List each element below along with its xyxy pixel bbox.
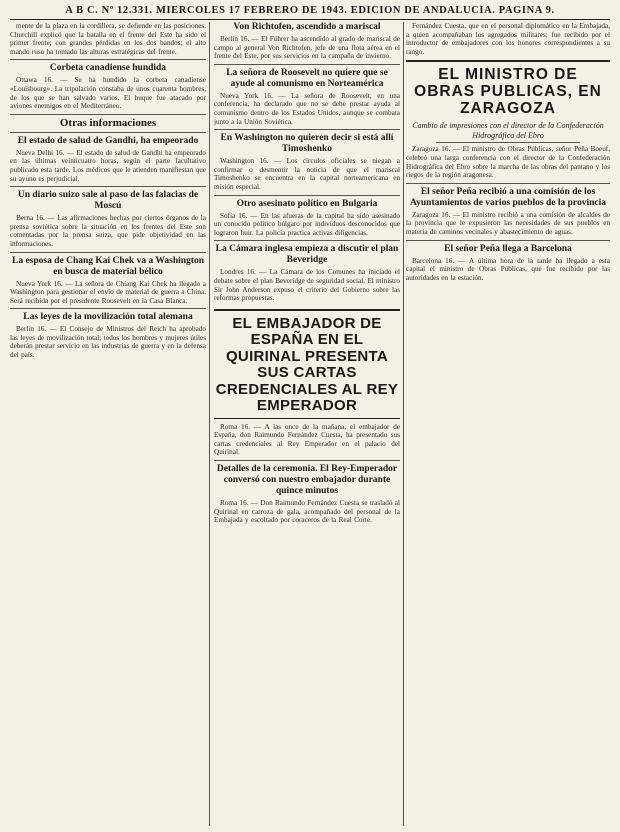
headline-comision: El señor Peña recibió a una comisión de los Ayuntamientos de varios pueblos de la provincia	[406, 183, 610, 209]
article-body-movilizacion: Berlín 16. — El Consejo de Ministros del Reich ha aprobado las leyes de movilización total; todos los hombres y mujeres útiles deberán prestar servicio en las industrias de guerra y en la defensa del país.	[10, 325, 206, 360]
headline-bulgaria: Otro asesinato político en Bulgaria	[214, 195, 400, 210]
headline-beveridge: La Cámara inglesa empieza a discutir el plan Beveridge	[214, 240, 400, 266]
headline-barcelona: El señor Peña llega a Barcelona	[406, 240, 610, 255]
headline-ceremonia: Detalles de la ceremonia. El Rey-Emperador conversó con nuestro embajador durante quince minutos	[214, 460, 400, 497]
article-body-richtofen: Berlín 16. — El Führer ha ascendido al grado de mariscal de campo al general Von Richtofen, jefe de una flota aérea en el frente del Este, por sus servicios en la campaña de invierno.	[214, 35, 400, 61]
article-body-embajador: Roma 16. — A las once de la mañana, el embajador de España, don Raimundo Fernández Cuesta, ha presentado sus cartas credenciales al Rey Emperador en el palacio del Quirinal.	[214, 422, 400, 457]
headline-roosevelt: La señora de Roosevelt no quiere que se ayude al comunismo en Norteamérica	[214, 64, 400, 90]
article-body-ceremonia: Roma 16. — Don Raimundo Fernández Cuesta se trasladó al Quirinal en carroza de gala, acompañado del personal de la Embajada y escoltado por coraceros de la Real Corte.	[214, 499, 400, 525]
subheadline-confederacion: Cambio de impresiones con el director de la Confederación Hidrográfica del Ebro	[412, 121, 604, 140]
column-left	[10, 22, 206, 826]
article-body-comision: Zaragoza 16. — El ministro recibió a una comisión de alcaldes de la provincia que le expusieron las necesidades de sus pueblos en materia de caminos vecinales y abastecimiento de aguas.	[406, 210, 610, 236]
headline-gandhi: El estado de salud de Gandhi, ha empeorado	[10, 132, 206, 147]
article-body-roosevelt: Nueva York 16. — La señora de Roosevelt, en una conferencia, ha declarado que no se debe prestar ayuda al comunismo dentro de los Estados Unidos, aunque se combata junto a la Unión Soviética.	[214, 91, 400, 126]
article-body-bulgaria: Sofía 16. — En las afueras de la capital ha sido asesinado un conocido político búlgaro por individuos desconocidos que lograron huir. La policía practica activas diligencias.	[214, 211, 400, 237]
column-middle	[214, 22, 400, 826]
article-lead-text-right: Fernández Cuesta, que en el personal diplomático en la Embajada, a quien acompañaban los agregados militares; fue recibido por el introductor de embajadores con los honores correspondientes a su rango.	[406, 22, 610, 56]
headline-chang-kai-chek: La esposa de Chang Kai Chek va a Washington en busca de material bélico	[10, 252, 206, 278]
column-divider	[209, 22, 210, 826]
headline-corbeta: Corbeta canadiense hundida	[10, 59, 206, 74]
article-body-ministro: Zaragoza 16. — El ministro de Obras Públicas, señor Peña Boeuf, celebró una larga conferencia con el director de la Confederación Hidrográfica del Ebro sobre la marcha de las obras del pantano y los riegos de la región aragonesa.	[406, 145, 610, 180]
headline-richtofen: Von Richtofen, ascendido a mariscal	[233, 22, 381, 32]
banner-headline-embajador: EL EMBAJADOR DE ESPAÑA EN EL QUIRINAL PRESENTA SUS CARTAS CREDENCIALES AL REY EMPERADOR	[214, 309, 400, 419]
headline-timoshenko: En Washington no quieren decir si está allí Timoshenko	[214, 129, 400, 155]
article-body-chang-kai-chek: Nueva York 16. — La señora de Chiang Kai Chek ha llegado a Washington para gestionar el envío de material de guerra a China. Será recibida por el presidente Roosevelt en la Casa Blanca.	[10, 279, 206, 305]
article-body-beveridge: Londres 16. — La Cámara de los Comunes ha iniciado el debate sobre el plan Beveridge de seguridad social. El ministro Sir John Anderson expuso el criterio del Gobierno sobre las reformas propuestas.	[214, 268, 400, 303]
divider	[436, 142, 580, 143]
article-body-diario-suizo: Berna 16. — Las afirmaciones hechas por ciertos órganos de la prensa soviética sobre la situación en los frentes del Este son comentadas por la prensa suiza, que pide objetividad en las informaciones.	[10, 214, 206, 248]
masthead-rule	[10, 19, 610, 20]
headline-movilizacion: Las leyes de la movilización total alemana	[10, 308, 206, 323]
article-body-barcelona: Barcelona 16. — A última hora de la tarde ha llegado a esta capital el ministro de Obras Públicas, que fue recibido por las autoridades en la estación.	[406, 256, 610, 282]
headline-diario-suizo: Un diario suizo sale al paso de las falacias de Moscú	[10, 186, 206, 212]
article-body-gandhi: Nueva Delhi 16. — El estado de salud de Gandhi ha empeorado en las últimas veinticuatro horas, según el parte facultativo publicado esta tarde. Los médicos que le atienden manifiestan que su ayuno es perjudicial.	[10, 148, 206, 183]
article-lead-text: mente de la plaza en la cordillera, se defiende en las posiciones. Churchill explicó que la batalla en el frente del Este ha sido el primer frente; con grandes pérdidas en los dos bandos; el alto mando ruso ha tomado las alturas estratégicas del frente.	[10, 22, 206, 56]
article-body-timoshenko: Washington 16. — Los círculos oficiales se niegan a confirmar o desmentir la noticia de que el mariscal Timoshenko se encuentra en la capital norteamericana en misión especial.	[214, 157, 400, 191]
article-body-corbeta: Ottawa 16. — Se ha hundido la corbeta canadiense «Louisbourg». La tripulación constaba de unos cuarenta hombres, de los que se han salvado varios. El buque fue atacado por aviones enemigos en el Mediterráneo.	[10, 76, 206, 111]
column-right	[406, 22, 610, 826]
masthead: A B C. Nº 12.331. MIERCOLES 17 FEBRERO DE 1943. EDICION DE ANDALUCIA. PAGINA 9.	[65, 5, 555, 16]
section-title-otras: Otras informaciones	[10, 114, 206, 129]
banner-headline-ministro: EL MINISTRO DE OBRAS PUBLICAS, EN ZARAGOZA	[406, 60, 610, 117]
column-divider	[403, 22, 404, 826]
